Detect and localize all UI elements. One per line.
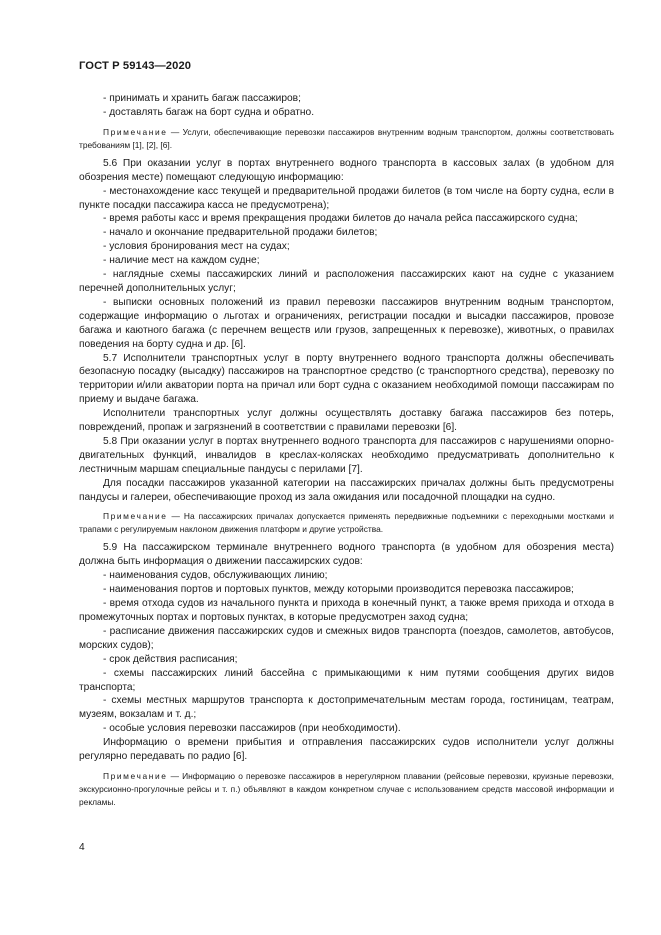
note-label: Примечание <box>103 511 168 522</box>
list-item: - срок действия расписания; <box>103 653 238 665</box>
note-paragraph <box>79 770 614 809</box>
body-paragraph: 5.6 При оказании услуг в портах внутреннего водного транспорта в кассовых залах (в удобном для обозрения месте) помещают следующую информацию: <box>79 157 614 183</box>
note-text: — На пассажирских причалах допускается применять передвижные подъемники с переходными мостками и трапами с регулируемым наклоном движения платформ и другие устройства. <box>79 511 614 535</box>
body-paragraph: 5.9 На пассажирском терминале внутреннего водного транспорта (в удобном для обозрения места) должна быть информация о движении пассажирских судов: <box>79 542 614 568</box>
page-number: 4 <box>79 842 85 853</box>
list-item: - наглядные схемы пассажирских линий и расположения пассажирских кают на судне с указанием перечней дополнительных услуг; <box>79 269 614 294</box>
list-item: - схемы местных маршрутов транспорта к достопримечательным местам города, гостиницам, театрам, музеям, вокзалам и т. д.; <box>79 695 614 721</box>
list-item: - условия бронирования мест на судах; <box>103 241 290 253</box>
body-paragraph: Информацию о времени прибытия и отправления пассажирских судов исполнители услуг должны регулярно передавать по радио [6]. <box>79 737 614 763</box>
list-item: - выписки основных положений из правил перевозки пассажиров внутренним водным транспортом, содержащие информацию о льготах и ограничениях, регистрации посадки и высадки пассажиров, провозе багажа и каютного багажа (с перечнем веществ или грузов, запрещенных к перевозке), животных, о правилах поведения на борту судна и др. [6]. <box>79 296 614 350</box>
list-item: - доставлять багаж на борт судна и обратно. <box>103 106 315 118</box>
list-item: - принимать и хранить багаж пассажиров; <box>103 93 301 104</box>
list-item: - время отхода судов из начального пункта и прихода в конечный пункт, а также время прихода и отхода в промежуточных портах и портовых пунктах, в которые предусмотрен заход судна; <box>79 598 614 623</box>
list-item: - время работы касс и время прекращения продажи билетов до начала рейса пассажирского судна; <box>103 213 578 225</box>
list-item: - начало и окончание предварительной продажи билетов; <box>103 227 378 239</box>
body-paragraph: 5.7 Исполнители транспортных услуг в порту внутреннего водного транспорта должны обеспечивать безопасную посадку (высадку) пассажиров на транспортное средство (с транспортного средства), перевозку по территории и/или акватории порта на причал или борт судна с оказанием необходимой помощи пассажирам по приему и выдаче багажа. <box>79 352 614 406</box>
note-text: — Информацию о перевозке пассажиров в нерегулярном плавании (рейсовые перевозки, круизные перевозки, экскурсионно-прогулочные рейсы и т. п.) объявляют в каждом конкретном случае с использованием средств массовой информации и рекламы. <box>79 770 614 807</box>
list-item: - схемы пассажирских линий бассейна с примыкающими к ним путями сообщения других видов транспорта; <box>79 667 614 693</box>
page-body <box>79 92 614 814</box>
note-text: — Услуги, обеспечивающие перевозки пассажиров внутренним водным транспортом, должны соответствовать требованиям [1], [2], [6]. <box>79 126 614 150</box>
note-label: Примечание <box>103 126 168 137</box>
list-item: - местонахождение касс текущей и предварительной продажи билетов (в том числе на борту судна, если в пункте посадки пассажира касса не предусмотрена); <box>79 185 614 211</box>
list-item: - особые условия перевозки пассажиров (при необходимости). <box>103 723 401 735</box>
list-item: - наименования судов, обслуживающих линию; <box>103 570 328 582</box>
body-paragraph: Для посадки пассажиров указанной категории на пассажирских причалах должны быть предусмотрены пандусы и галереи, обеспечивающие проход из зала ожидания или посадочной площадки на судно. <box>79 477 614 503</box>
body-paragraph: 5.8 При оказании услуг в портах внутреннего водного транспорта для пассажиров с нарушениями опорно-двигательных функций, инвалидов в креслах-колясках необходимо предусматривать дополнительно к лестничным маршам специальные пандусы с перилами [7]. <box>79 435 614 475</box>
body-paragraph: Исполнители транспортных услуг должны осуществлять доставку багажа пассажиров без потерь, повреждений, пропаж и загрязнений в соответствии с правилами перевозки [6]. <box>79 408 614 434</box>
list-item: - расписание движения пассажирских судов и смежных видов транспорта (поездов, самолетов, автобусов, морских судов); <box>79 625 614 651</box>
list-item: - наименования портов и портовых пунктов, между которыми производится перевозка пассажиров; <box>103 584 574 596</box>
list-item: - наличие мест на каждом судне; <box>103 255 260 267</box>
document-header: ГОСТ Р 59143—2020 <box>79 60 192 72</box>
note-label: Примечание <box>103 770 168 781</box>
note-paragraph <box>79 126 614 152</box>
note-paragraph <box>79 510 614 536</box>
